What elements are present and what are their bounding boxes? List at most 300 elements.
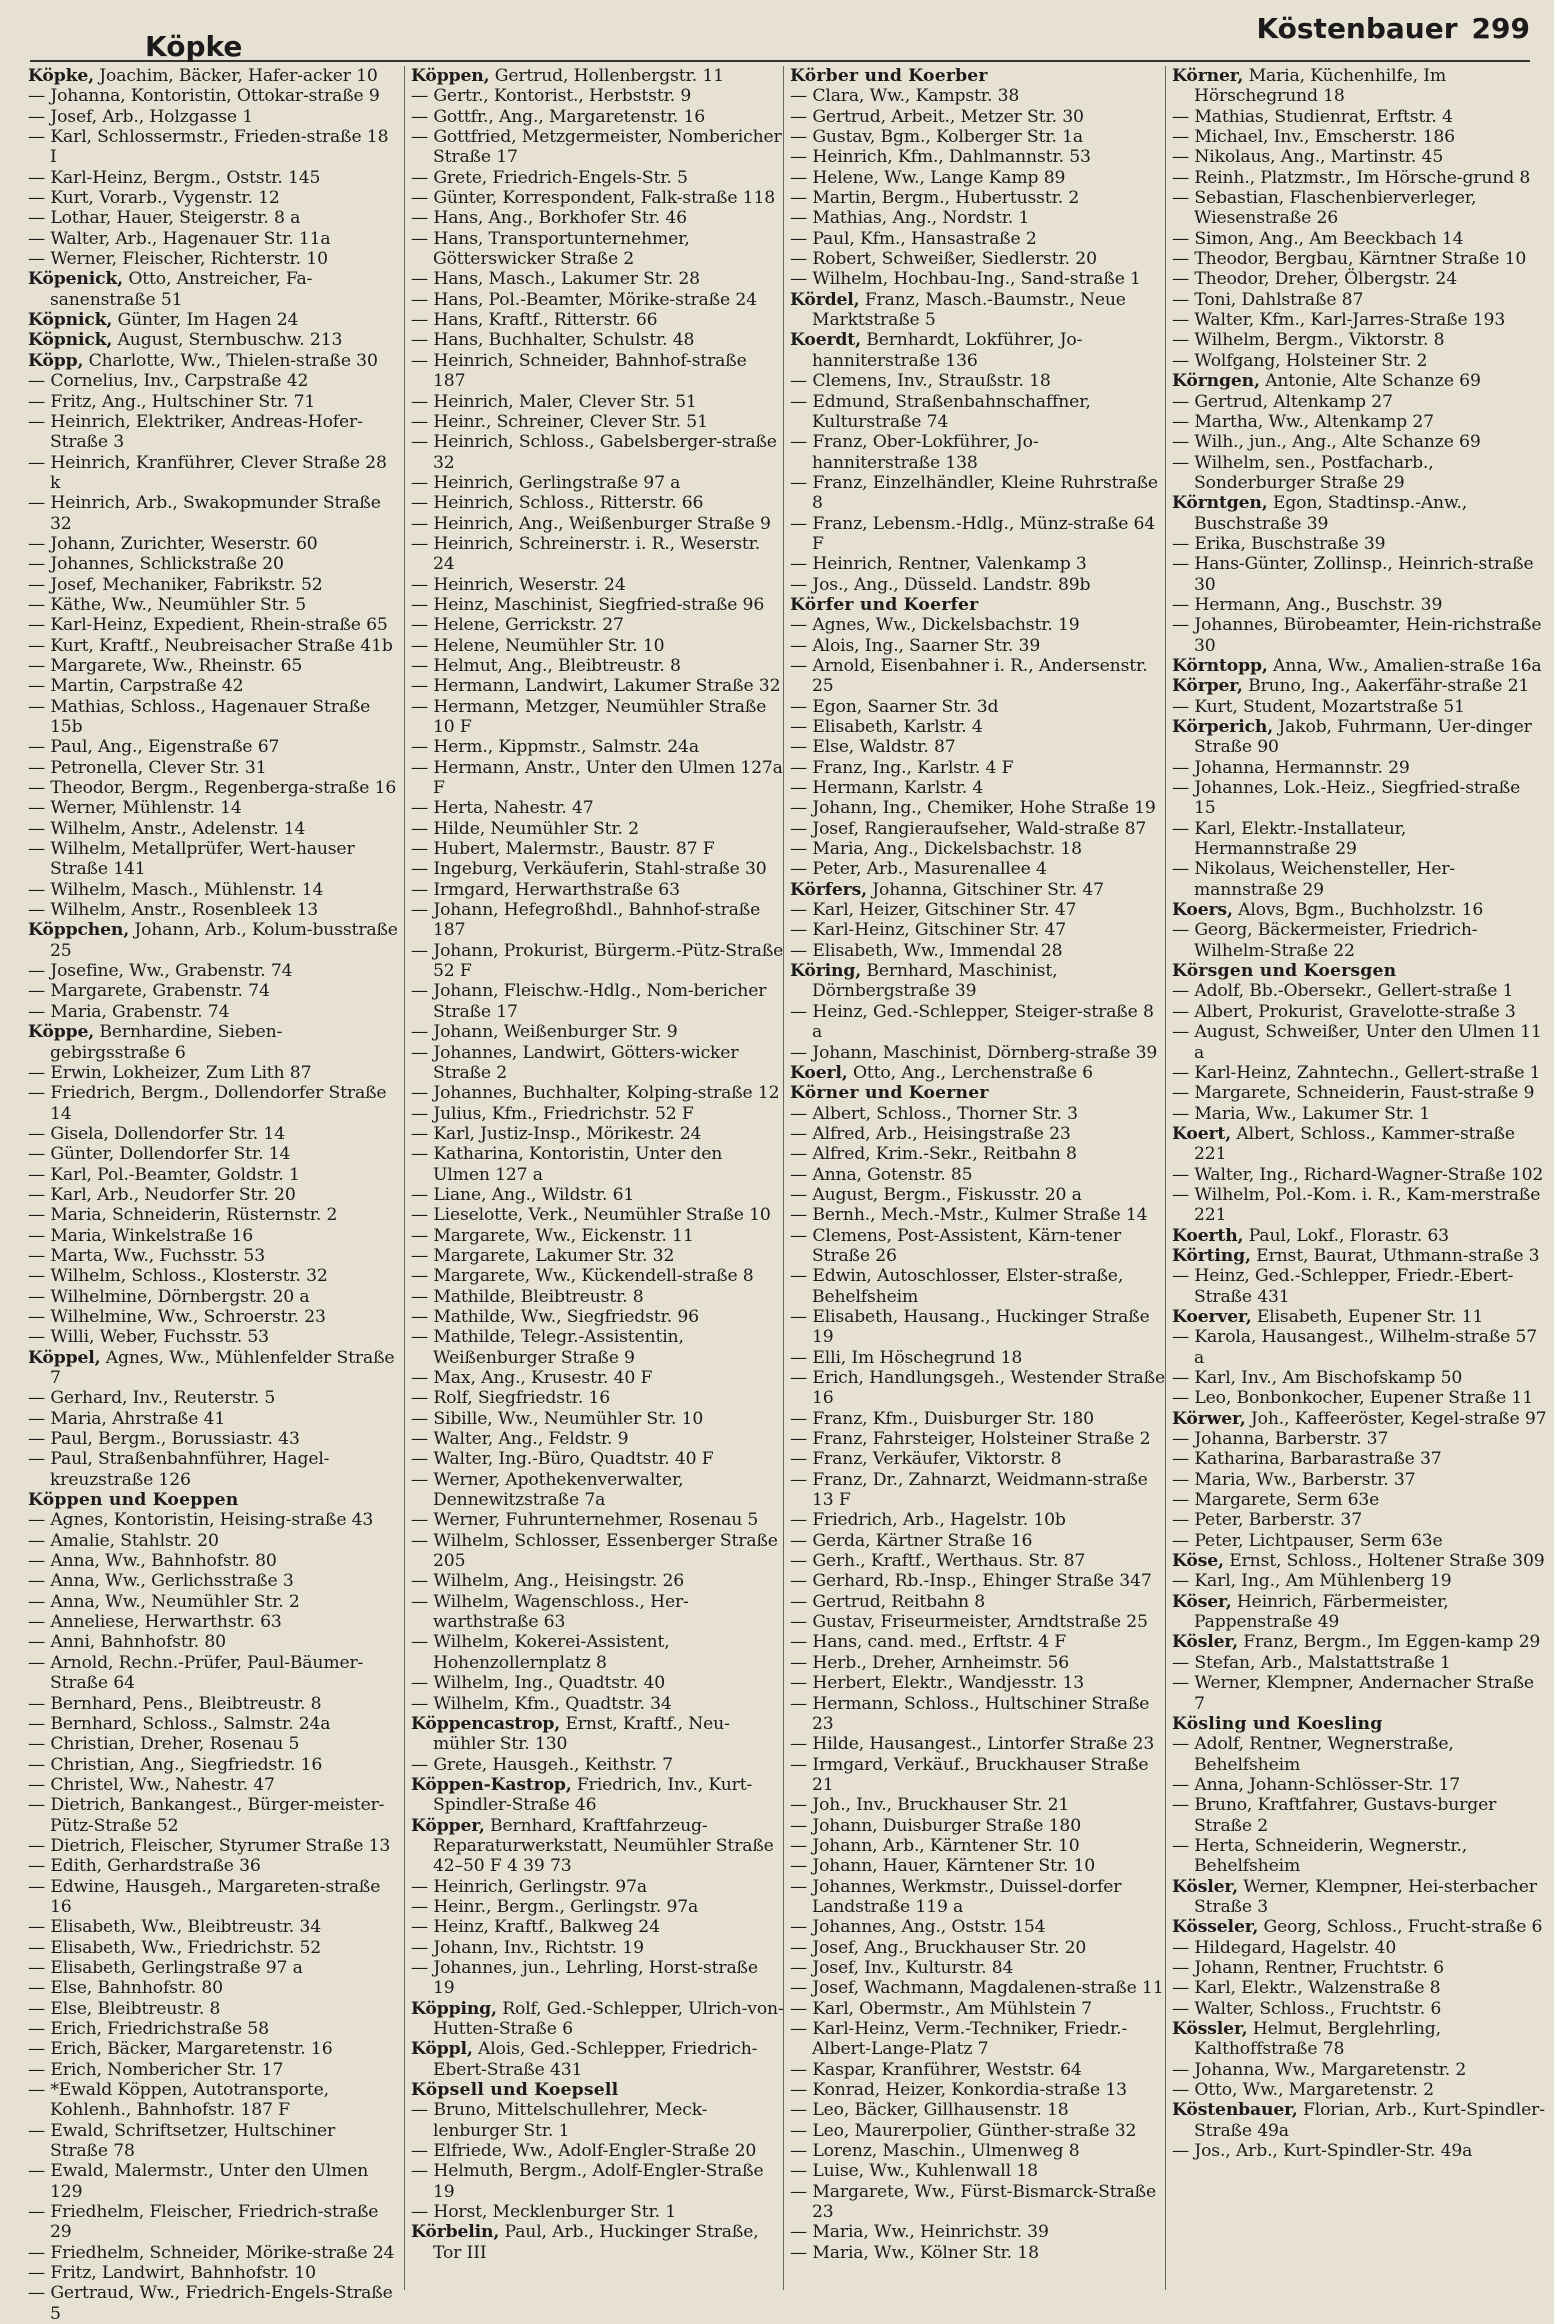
- directory-entry: [28, 1795, 398, 1836]
- directory-entry: [411, 1755, 784, 1775]
- directory-entry: [411, 880, 784, 900]
- directory-entry: [790, 1816, 1166, 1836]
- directory-entry: [790, 819, 1166, 839]
- directory-entry: [28, 249, 398, 269]
- entry-text: — Johann, Arb., Kärntener Str. 10: [790, 1835, 1080, 1856]
- entry-text: Paul, Lokf., Florastr. 63: [1243, 1225, 1449, 1246]
- entry-text: — Heinrich, Schloss., Gabelsberger-straße 32: [411, 432, 777, 473]
- entry-text: — Else, Bleibtreustr. 8: [28, 1998, 221, 2019]
- entry-text: — Grete, Hausgeh., Keithstr. 7: [411, 1754, 673, 1775]
- directory-entry: [28, 981, 398, 1001]
- directory-entry: [790, 168, 1166, 188]
- entry-text: — Jos., Arb., Kurt-Spindler-Str. 49a: [1172, 2141, 1473, 2162]
- entry-text: — Karl, Pol.-Beamter, Goldstr. 1: [28, 1164, 300, 1185]
- entry-text: — Wilhelm, Bergm., Viktorstr. 8: [1172, 330, 1445, 351]
- entry-text: — Bernhard, Schloss., Salmstr. 24a: [28, 1713, 331, 1734]
- entry-text: — Hans, cand. med., Erftstr. 4 F: [790, 1632, 1066, 1653]
- entry-text: — Martha, Ww., Altenkamp 27: [1172, 411, 1434, 432]
- directory-entry: [790, 656, 1166, 697]
- entry-text: — Heinz, Ged.-Schlepper, Steiger-straße 8 a: [790, 1001, 1154, 1043]
- directory-entry: [411, 107, 784, 127]
- entry-surname: Köse,: [1172, 1551, 1224, 1572]
- directory-entry: [1172, 493, 1547, 534]
- directory-entry: [1172, 2080, 1547, 2100]
- directory-entry: [790, 554, 1166, 574]
- directory-entry: [790, 514, 1166, 555]
- entry-text: Elisabeth, Eupener Str. 11: [1251, 1306, 1484, 1327]
- entry-text: — Helene, Ww., Lange Kamp 89: [790, 167, 1066, 188]
- directory-entry: [790, 1734, 1166, 1754]
- directory-entry: [790, 147, 1166, 167]
- entry-surname: Köppen-Kastrop,: [411, 1774, 572, 1795]
- entry-text: — August, Schweißer, Unter den Ulmen 11 a: [1172, 1022, 1542, 1063]
- directory-entry: [1172, 1104, 1547, 1124]
- column-4: [1165, 66, 1547, 2290]
- entry-text: — Karl-Heinz, Verm.-Techniker, Friedr.-Albert-Lange-Platz 7: [790, 2019, 1128, 2060]
- directory-entry: [411, 595, 784, 615]
- entry-text: Ernst, Schloss., Holtener Straße 309: [1223, 1551, 1545, 1572]
- entry-text: — Karl, Schlossermstr., Frieden-straße 18 I: [28, 127, 389, 168]
- directory-entry: [1172, 676, 1547, 696]
- surname-group-heading: Körner und Koerner: [790, 1083, 989, 1104]
- directory-entry: [790, 1755, 1166, 1796]
- entry-surname: Kösler,: [1172, 1876, 1238, 1897]
- entry-surname: Körntopp,: [1172, 655, 1268, 676]
- directory-entry: [411, 86, 784, 106]
- entry-text: — Johannes, Schlickstraße 20: [28, 554, 284, 575]
- directory-entry: [28, 534, 398, 554]
- directory-entry: [411, 392, 784, 412]
- directory-entry: [28, 595, 398, 615]
- directory-entry: [790, 1449, 1166, 1469]
- directory-entry: [411, 758, 784, 799]
- entry-surname: Körntgen,: [1172, 493, 1268, 514]
- directory-entry: [790, 1551, 1166, 1571]
- entry-surname: Körwer,: [1172, 1408, 1246, 1429]
- entry-text: — Elli, Im Höschegrund 18: [790, 1347, 1023, 1368]
- directory-entry: [28, 798, 398, 818]
- directory-entry: [790, 717, 1166, 737]
- entry-text: — Hans, Transportunternehmer, Götterswicker Straße 2: [411, 228, 690, 270]
- entry-text: — Robert, Schweißer, Siedlerstr. 20: [790, 249, 1097, 270]
- entry-text: Franz, Masch.-Baumstr., Neue Marktstraße 5: [812, 289, 1126, 331]
- entry-text: Joachim, Bäcker, Hafer-acker 10: [93, 66, 378, 86]
- entry-text: — Franz, Dr., Zahnarzt, Weidmann-straße 13 F: [790, 1469, 1148, 1511]
- column-2: [404, 66, 784, 2290]
- entry-surname: Körting,: [1172, 1245, 1251, 1266]
- entry-text: — Anna, Ww., Neumühler Str. 2: [28, 1591, 300, 1612]
- directory-entry: [1172, 2060, 1547, 2080]
- entry-surname: Körper,: [1172, 676, 1243, 697]
- directory-entry: [28, 1938, 398, 1958]
- entry-text: — Alois, Ing., Saarner Str. 39: [790, 635, 1041, 656]
- entry-text: — August, Bergm., Fiskusstr. 20 a: [790, 1184, 1082, 1205]
- directory-entry: [28, 1266, 398, 1286]
- entry-text: — Wilhelm, Kfm., Quadtstr. 34: [411, 1693, 672, 1714]
- entry-surname: Köppen,: [411, 66, 490, 86]
- entry-surname: Köpke,: [28, 66, 94, 86]
- entry-text: — Margarete, Lakumer Str. 32: [411, 1245, 675, 1266]
- directory-entry: [790, 737, 1166, 757]
- entry-text: Rolf, Ged.-Schlepper, Ulrich-von-Hutten-Straße 6: [433, 1998, 784, 2039]
- directory-entry: [790, 2019, 1166, 2060]
- directory-entry: [28, 392, 398, 412]
- directory-entry: [790, 1429, 1166, 1449]
- directory-entry: [28, 351, 398, 371]
- entry-text: — Adolf, Rentner, Wegnerstraße, Behelfsheim: [1172, 1734, 1454, 1775]
- entry-text: — Herta, Nahestr. 47: [411, 798, 594, 819]
- entry-text: — Petronella, Clever Str. 31: [28, 757, 267, 778]
- directory-entry: [411, 2202, 784, 2222]
- directory-entry: [411, 1327, 784, 1368]
- entry-text: — Nikolaus, Ang., Martinstr. 45: [1172, 147, 1444, 168]
- entry-text: — Heinz, Ged.-Schlepper, Friedr.-Ebert-Straße 431: [1172, 1266, 1514, 1307]
- entry-text: — Mathilde, Bleibtreustr. 8: [411, 1286, 644, 1307]
- entry-surname: Kösseler,: [1172, 1917, 1259, 1938]
- entry-text: — Kaspar, Kranführer, Weststr. 64: [790, 2059, 1082, 2080]
- directory-entry: [790, 2182, 1166, 2223]
- entry-surname: Köpenick,: [28, 269, 124, 290]
- directory-entry: [790, 1063, 1166, 1083]
- directory-entry: [411, 819, 784, 839]
- directory-entry: [1172, 1429, 1547, 1449]
- entry-text: — Katharina, Barbarastraße 37: [1172, 1449, 1442, 1470]
- entry-text: Johann, Arb., Kolum-busstraße 25: [50, 920, 398, 961]
- entry-text: — Marta, Ww., Fuchsstr. 53: [28, 1245, 265, 1266]
- directory-entry: [1172, 1083, 1547, 1103]
- directory-entry: [1172, 717, 1547, 758]
- directory-entry: [28, 1592, 398, 1612]
- directory-entry: [28, 656, 398, 676]
- column-3: [783, 66, 1166, 2290]
- entry-text: — Margarete, Ww., Kückendell-straße 8: [411, 1266, 754, 1287]
- entry-text: — Theodor, Bergbau, Kärntner Straße 10: [1172, 249, 1527, 270]
- entry-text: — Elfriede, Ww., Adolf-Engler-Straße 20: [411, 2141, 757, 2162]
- directory-entry: [28, 1348, 398, 1389]
- entry-text: — Arnold, Eisenbahner i. R., Andersenstr. 25: [790, 655, 1148, 697]
- entry-text: — Karl-Heinz, Zahntechn., Gellert-straße 1: [1172, 1062, 1541, 1083]
- surname-group-heading: Köppen und Koeppen: [28, 1490, 239, 1511]
- entry-text: — Erich, Friedrichstraße 58: [28, 2019, 269, 2039]
- directory-entry: [28, 737, 398, 757]
- entry-text: — Leo, Maurerpolier, Günther-straße 32: [790, 2120, 1137, 2141]
- directory-entry: [1172, 188, 1547, 229]
- entry-text: Heinrich, Färbermeister, Pappenstraße 49: [1194, 1591, 1449, 1633]
- directory-entry: [28, 1877, 398, 1918]
- directory-entry: [790, 1307, 1166, 1348]
- entry-text: Otto, Ang., Lerchenstraße 6: [847, 1062, 1093, 1083]
- entry-text: — Hermann, Metzger, Neumühler Straße 10 F: [411, 696, 767, 737]
- entry-text: — Heinrich, Maler, Clever Str. 51: [411, 391, 697, 412]
- entry-text: — Mathilde, Ww., Siegfriedstr. 96: [411, 1306, 699, 1327]
- directory-entry: [411, 2100, 784, 2141]
- entry-text: — Ewald, Schriftsetzer, Hultschiner Straße 78: [28, 2120, 336, 2162]
- entry-text: — Alfred, Arb., Heisingstraße 23: [790, 1123, 1071, 1144]
- directory-entry: [790, 2161, 1166, 2181]
- entry-text: — Bruno, Kraftfahrer, Gustavs-burger Straße 2: [1172, 1795, 1497, 1836]
- entry-text: — Heinr., Schreiner, Clever Str. 51: [411, 411, 708, 432]
- directory-entry: [28, 2039, 398, 2059]
- entry-text: — Wilhelm, Metallprüfer, Wert-hauser Straße 141: [28, 839, 355, 880]
- entry-text: — Gisela, Dollendorfer Str. 14: [28, 1123, 285, 1144]
- surname-group-heading: Körsgen und Koersgen: [1172, 961, 1397, 982]
- directory-entry: [1172, 534, 1547, 554]
- entry-text: — Anneliese, Herwarthstr. 63: [28, 1612, 282, 1633]
- entry-text: — Wilhelmine, Ww., Schroerstr. 23: [28, 1306, 326, 1327]
- entry-text: — Horst, Mecklenburger Str. 1: [411, 2202, 677, 2223]
- directory-entry: [790, 697, 1166, 717]
- directory-entry: [28, 453, 398, 494]
- directory-entry: [1172, 1510, 1547, 1530]
- directory-entry: [1172, 1734, 1547, 1775]
- directory-entry: [790, 961, 1166, 1002]
- directory-entry: [411, 636, 784, 656]
- entry-text: — Franz, Ing., Karlstr. 4 F: [790, 757, 1014, 778]
- directory-entry: [1172, 1551, 1547, 1571]
- directory-entry: [1172, 1022, 1547, 1063]
- entry-text: — Wilhelmine, Dörnbergstr. 20 a: [28, 1286, 310, 1307]
- directory-entry: [411, 1877, 784, 1897]
- entry-text: — Hilde, Neumühler Str. 2: [411, 818, 639, 839]
- entry-text: — Amalie, Stahlstr. 20: [28, 1530, 219, 1551]
- entry-text: — Maria, Ww., Barberstr. 37: [1172, 1469, 1416, 1490]
- directory-entry: [28, 1978, 398, 1998]
- entry-text: — Gerh., Kraftf., Werthaus. Str. 87: [790, 1551, 1086, 1572]
- directory-entry: [790, 229, 1166, 249]
- directory-entry: [790, 1653, 1166, 1673]
- entry-text: — Maria, Ww., Kölner Str. 18: [790, 2242, 1039, 2263]
- entry-text: — Mathias, Studienrat, Erftstr. 4: [1172, 106, 1453, 127]
- directory-entry: [28, 697, 398, 738]
- directory-entry: [411, 351, 784, 392]
- entry-text: — Josef, Rangieraufseher, Wald-straße 87: [790, 818, 1147, 839]
- directory-entry: [28, 2080, 398, 2121]
- entry-surname: Köpping,: [411, 1998, 497, 2019]
- entry-text: — Werner, Fleischer, Richterstr. 10: [28, 249, 328, 270]
- entry-text: — Gustav, Bgm., Kolberger Str. 1a: [790, 127, 1083, 148]
- directory-entry: [790, 269, 1166, 289]
- entry-text: — Christian, Dreher, Rosenau 5: [28, 1734, 300, 1755]
- directory-entry: [28, 86, 398, 106]
- directory-entry: [411, 1043, 784, 1084]
- entry-text: — Hans, Pol.-Beamter, Mörike-straße 24: [411, 289, 757, 310]
- entry-text: Jakob, Fuhrmann, Uer-dinger Straße 90: [1194, 717, 1532, 758]
- entry-text: — Gerhard, Rb.-Insp., Ehinger Straße 347: [790, 1571, 1152, 1592]
- directory-entry: [790, 86, 1166, 106]
- directory-entry: [28, 1144, 398, 1164]
- directory-entry: [790, 636, 1166, 656]
- directory-entry: [1172, 2019, 1547, 2060]
- directory-entry: [790, 1978, 1166, 1998]
- entry-text: — Gertraud, Ww., Friedrich-Engels-Straße 5: [28, 2283, 393, 2324]
- entry-text: — Heinrich, Weserstr. 24: [411, 574, 626, 595]
- directory-entry: [28, 188, 398, 208]
- directory-entry: [1172, 371, 1547, 391]
- directory-entry: [790, 1104, 1166, 1124]
- directory-entry: [1172, 1978, 1547, 1998]
- entry-surname: Körngen,: [1172, 371, 1260, 392]
- entry-text: — Irmgard, Herwarthstraße 63: [411, 879, 680, 900]
- entry-text: — Heinrich, Gerlingstraße 97 a: [411, 472, 681, 493]
- entry-text: — Edwin, Autoschlosser, Elster-straße, Behelfsheim: [790, 1266, 1124, 1307]
- directory-entry: [28, 1287, 398, 1307]
- entry-text: — Toni, Dahlstraße 87: [1172, 289, 1364, 310]
- entry-text: — Johann, Hauer, Kärntener Str. 10: [790, 1856, 1096, 1877]
- entry-text: — Hans, Masch., Lakumer Str. 28: [411, 269, 700, 290]
- entry-text: — Heinrich, Elektriker, Andreas-Hofer-Straße 3: [28, 411, 363, 453]
- entry-text: Bruno, Ing., Aakerfähr-straße 21: [1242, 676, 1530, 697]
- directory-entry: [28, 107, 398, 127]
- entry-text: — Edwine, Hausgeh., Margareten-straße 16: [28, 1876, 381, 1917]
- directory-entry: [411, 615, 784, 635]
- entry-text: Friedrich, Inv., Kurt-Spindler-Straße 46: [433, 1774, 753, 1816]
- entry-text: Joh., Kaffeeröster, Kegel-straße 97: [1245, 1408, 1547, 1429]
- entry-surname: Köppe,: [28, 1022, 95, 1043]
- directory-entry: [790, 1043, 1166, 1063]
- entry-text: — Maria, Ahrstraße 41: [28, 1408, 226, 1429]
- directory-entry: [790, 290, 1166, 331]
- entry-text: — Agnes, Ww., Dickelsbachstr. 19: [790, 615, 1080, 636]
- entry-text: — Michael, Inv., Emscherstr. 186: [1172, 127, 1455, 148]
- entry-text: — Franz, Fahrsteiger, Holsteiner Straße 2: [790, 1429, 1151, 1450]
- entry-text: — Elisabeth, Hausang., Huckinger Straße 19: [790, 1306, 1150, 1348]
- directory-entry: [411, 473, 784, 493]
- entry-text: — Gustav, Friseurmeister, Arndtstraße 25: [790, 1612, 1148, 1633]
- entry-text: — Wilhelm, Anstr., Adelenstr. 14: [28, 818, 306, 839]
- entry-surname: Köpp,: [28, 350, 84, 371]
- directory-entry: [1172, 1388, 1547, 1408]
- entry-text: — Gerhard, Inv., Reuterstr. 5: [28, 1388, 276, 1409]
- entry-text: — Johann, Maschinist, Dörnberg-straße 39: [790, 1042, 1158, 1063]
- entry-text: — Heinrich, Schloss., Ritterstr. 66: [411, 493, 704, 514]
- entry-text: — Anna, Johann-Schlösser-Str. 17: [1172, 1774, 1461, 1795]
- entry-text: — Agnes, Kontoristin, Heising-straße 43: [28, 1510, 374, 1531]
- entry-text: — Reinh., Platzmstr., Im Hörsche-grund 8: [1172, 167, 1531, 188]
- entry-text: — Wilhelm, sen., Postfacharb., Sonderburger Straße 29: [1172, 452, 1434, 493]
- entry-text: — Johann, Fleischw.-Hdlg., Nom-bericher Straße 17: [411, 981, 767, 1022]
- entry-text: — Christian, Ang., Siegfriedstr. 16: [28, 1754, 323, 1775]
- directory-entry: [28, 1571, 398, 1591]
- directory-entry: [1172, 1938, 1547, 1958]
- directory-entry: [411, 1409, 784, 1429]
- directory-entry: [790, 2060, 1166, 2080]
- entry-text: — Maria, Schneiderin, Rüsternstr. 2: [28, 1205, 338, 1226]
- entry-text: — Josef, Wachmann, Magdalenen-straße 11: [790, 1978, 1164, 1999]
- directory-entry: [1172, 656, 1547, 676]
- directory-entry: [411, 1673, 784, 1693]
- entry-surname: Köstenbauer,: [1172, 2100, 1298, 2121]
- entry-text: Werner, Klempner, Hei-sterbacher Straße 3: [1194, 1876, 1537, 1917]
- entry-text: — Mathias, Schloss., Hagenauer Straße 15b: [28, 696, 371, 737]
- directory-entry: [28, 1612, 398, 1632]
- entry-text: — Gertrud, Reitbahn 8: [790, 1591, 986, 1612]
- entry-text: — Heinz, Maschinist, Siegfried-straße 96: [411, 594, 765, 615]
- directory-entry: [1172, 1165, 1547, 1185]
- entry-text: — Rolf, Siegfriedstr. 16: [411, 1388, 611, 1409]
- directory-entry: [28, 493, 398, 534]
- entry-text: — Johann, Ing., Chemiker, Hohe Straße 19: [790, 798, 1156, 819]
- directory-entry: [28, 1632, 398, 1652]
- entry-text: — Heinrich, Arb., Swakopmunder Straße 32: [28, 493, 381, 534]
- directory-entry: [790, 107, 1166, 127]
- directory-entry: [1172, 392, 1547, 412]
- directory-entry: [28, 1510, 398, 1530]
- directory-entry: [1172, 1775, 1547, 1795]
- entry-text: — Wilhelm, Anstr., Rosenbleek 13: [28, 900, 319, 921]
- surname-group-heading: Köpsell und Koepsell: [411, 2080, 619, 2101]
- entry-text: — Theodor, Dreher, Ölbergstr. 24: [1172, 269, 1458, 290]
- directory-entry: [28, 819, 398, 839]
- entry-text: — Dietrich, Fleischer, Styrumer Straße 13: [28, 1835, 391, 1856]
- directory-entry: [411, 310, 784, 330]
- directory-entry: [790, 392, 1166, 433]
- directory-entry: [411, 839, 784, 859]
- entry-text: — Walter, Schloss., Fruchtstr. 6: [1172, 1998, 1442, 2019]
- directory-entry: [411, 1917, 784, 1937]
- directory-entry: [790, 188, 1166, 208]
- directory-entry: [790, 1958, 1166, 1978]
- entry-text: — Johannes, Ang., Oststr. 154: [790, 1917, 1046, 1938]
- directory-entry: [790, 432, 1166, 473]
- directory-entry: [1172, 1531, 1547, 1551]
- entry-text: — Johannes, Werkmstr., Duissel-dorfer Landstraße 119 a: [790, 1876, 1122, 1917]
- directory-entry: [28, 2283, 398, 2324]
- entry-text: — Friedrich, Bergm., Dollendorfer Straße 14: [28, 1083, 387, 1124]
- entry-text: — Paul, Kfm., Hansastraße 2: [790, 228, 1037, 249]
- directory-entry: [28, 2161, 398, 2202]
- directory-entry: [411, 290, 784, 310]
- directory-entry: [411, 127, 784, 168]
- directory-entry: [411, 1958, 784, 1999]
- directory-entry: [28, 127, 398, 168]
- entry-text: — Käthe, Ww., Neumühler Str. 5: [28, 594, 306, 615]
- entry-text: — Georg, Bäckermeister, Friedrich-Wilhelm-Straße 22: [1172, 920, 1478, 961]
- header-last-entry: Köstenbauer: [1256, 12, 1458, 45]
- entry-text: — Karl, Elektr., Walzenstraße 8: [1172, 1978, 1441, 1999]
- directory-entry: [1172, 900, 1547, 920]
- entry-text: — Friedrich, Arb., Hagelstr. 10b: [790, 1510, 1066, 1531]
- directory-entry: [411, 1816, 784, 1877]
- directory-entry: [28, 310, 398, 330]
- directory-entry: [790, 1165, 1166, 1185]
- directory-entry: [28, 1226, 398, 1246]
- directory-entry: [790, 249, 1166, 269]
- entry-text: — Elisabeth, Ww., Friedrichstr. 52: [28, 1937, 322, 1958]
- directory-entry: [411, 1185, 784, 1205]
- directory-entry: [1172, 1063, 1547, 1083]
- directory-entry: [790, 330, 1166, 371]
- directory-entry: [411, 2222, 784, 2263]
- directory-entry: [28, 2202, 398, 2243]
- entry-text: — Peter, Lichtpauser, Serm 63e: [1172, 1530, 1443, 1551]
- entry-text: — Paul, Bergm., Borussiastr. 43: [28, 1429, 300, 1450]
- directory-entry: [790, 2222, 1166, 2242]
- directory-entry: [790, 1205, 1166, 1225]
- directory-entry: [790, 2121, 1166, 2141]
- directory-entry: [411, 269, 784, 289]
- directory-entry: [411, 1124, 784, 1144]
- directory-entry: [1172, 819, 1547, 860]
- directory-entry: [1172, 778, 1547, 819]
- entry-text: — Walter, Ang., Feldstr. 9: [411, 1429, 629, 1450]
- directory-entry: [411, 432, 784, 473]
- entry-text: — Maria, Ww., Heinrichstr. 39: [790, 2222, 1049, 2243]
- entry-text: — Julius, Kfm., Friedrichstr. 52 F: [411, 1103, 694, 1124]
- directory-entry: [411, 493, 784, 513]
- directory-entry: [28, 1022, 398, 1063]
- entry-surname: Koers,: [1172, 900, 1233, 921]
- entry-text: — Heinrich, Kranführer, Clever Straße 28 k: [28, 452, 387, 493]
